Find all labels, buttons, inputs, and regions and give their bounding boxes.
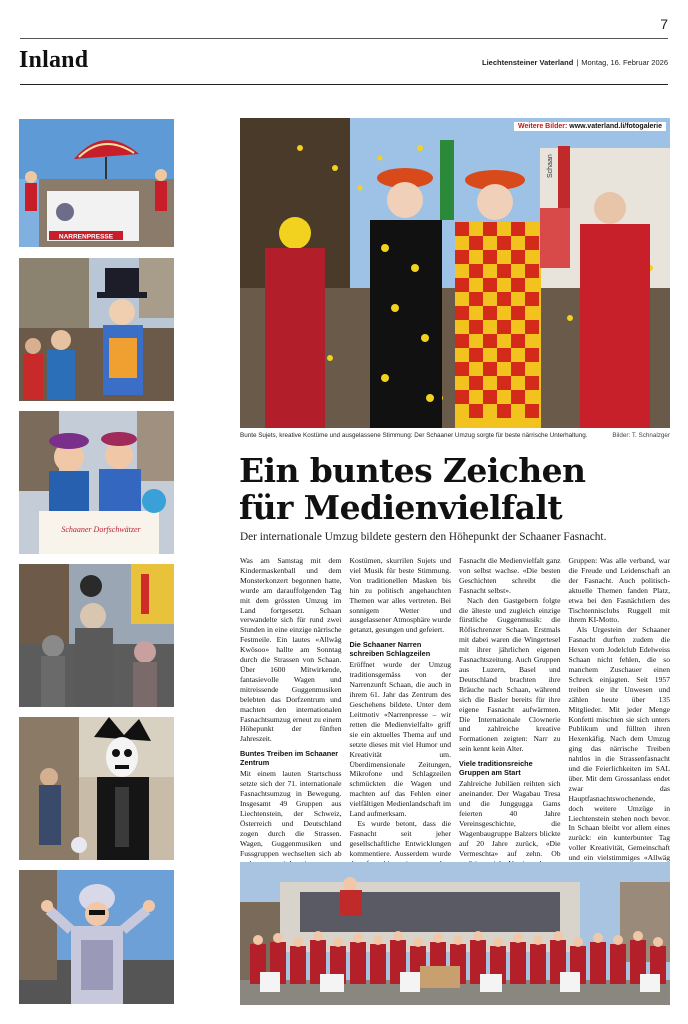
gallery-link-badge[interactable]	[514, 122, 666, 131]
top-rule	[20, 38, 668, 39]
body-column-4	[568, 556, 671, 863]
photo-float-sign-costumes	[19, 411, 174, 554]
float-sign-text: NARRENPRESSE	[58, 233, 114, 241]
photo-top-hat-costume	[19, 258, 174, 401]
paragraph: Mit einem lauten Startschuss setzte sich der 71. internationale Fasnachtsumzug in Bewegung. Insgesamt 49 Gruppen aus Liechtenstein, der Schweiz, Österreich und Deutschland zogen durch die Strassen. Wagen, Guggenmusiken und Fussgruppen wechselten sich ab	[240, 769, 342, 858]
section-title: Inland	[19, 47, 89, 73]
body-column-2	[350, 556, 452, 856]
photo-hooded-costumes	[19, 564, 174, 707]
headline-line-2: für Medienvielfalt	[239, 488, 562, 527]
paragraph: Zahlreiche Jubiläen reihten sich aneinander. Der Wagabau Tresa und die Junggugga Gams feierten 40 Jahre Vereinsgeschichte, die Wagenbaugruppe Balzers blickte auf 20 Jahre zurück, «Die Vermeschta» auf zehn. Ob	[459, 779, 561, 858]
photo-skull-face-costume	[19, 717, 174, 860]
gallery-label: Weitere Bilder:	[518, 123, 568, 130]
publication-name: Liechtensteiner Vaterland	[482, 58, 574, 67]
paragraph: Eröffnet wurde der Umzug traditionsgemäss von der Narrenzunft Schaan, die auch in ihrem 61. Jahr das Zentrum des Geschehens bildete. Unter dem Leitmotiv «Narrenpresse – wir retten die Medienvielfalt» griff sie ein aktuelles Thema auf und setzte dieses mit viel Humor und Kreativität um. Überdimensionale Zeitungen, Mikrofone und Schlagzeilen schmückten die Wagen und machten auf das Fehlen einer vielfältigen Medienlandschaft im Land aufmerksam.	[349, 660, 451, 819]
hero-caption	[240, 432, 670, 439]
header-rule	[20, 84, 668, 85]
float-sign-text: Schaaner Dorfschwätzer	[61, 525, 141, 534]
body-column-3	[459, 556, 561, 856]
group-photo	[240, 862, 670, 1005]
paragraph: Es wurde betont, dass die Fasnacht seit jeher gesellschaftliche Entwicklungen kommentiere. Ausserdem wurde	[349, 818, 451, 858]
issue-date: Montag, 16. Februar 2026	[581, 58, 668, 67]
photo-sequin-costume	[19, 870, 174, 1004]
article-headline	[239, 452, 669, 526]
subheading: Die Schaaner Narren schreiben Schlagzeilen	[349, 640, 431, 659]
paragraph: Fasnacht die Medienvielfalt ganz von selbst wachse. «Die besten Geschichten schreibt die Fasnacht selbst».	[459, 556, 561, 595]
paragraph: Als Urgestein der Schaaner Fasnacht durften zudem die Hexen vom Jodelclub Edelweiss Schaan nicht fehlen, die so manchem Zuschauer einen Schreck einjagten. Seit 1957 treiben sie ihr Unwesen und zählen heute über 135 Mitglieder. Mit jeder Menge Konfetti mischten sie sich unters Publikum und füllten ihren Hexenkäfig. Nach dem Umzug ging das närrische Treiben nahtlos in die Strassenfasnacht und die Feierlichkeiten im SAL über. Mit dem Grossanlass endet zwar das Hauptfasnachtswochenende, doch weitere Umzüge in Liechtenstein stehen noch bevor. In Schaan bleibt vor allem eines zurück: ein kunterbunter Tag voller Kreativität, Gemeinschaft und ein vielstimmiges «Allwäg	[568, 625, 670, 863]
page-number: 7	[660, 16, 668, 32]
paragraph: Nach den Gastgebern folgte die älteste und zugleich einzige fürstliche Guggenmusik: die Röfischrenzer Schaan. Erstmals mit dabei waren die Wingertesel mit ihrer jährlichen eigenen Fasnachtszeitung. Auch Gruppen aus Luzern, Basel und Deutschland brachten ihre Bräuche nach Schaan, während sich die Basler bereits für ihre eigene Fasnacht aufwärmten. Die Internationale Clownerie und zahlreiche kreative Formationen zeigten: Narr zu sein kennt kein Alter.	[459, 595, 561, 754]
photo-narrenpresse-float	[19, 119, 174, 247]
gallery-url[interactable]: www.vaterland.li/fotogalerie	[569, 123, 662, 130]
caption-text: Bunte Sujets, kreative Kostüme und ausgelassene Stimmung: Der Schaaner Umzug sorgte für beste närrische Unterhaltung.	[240, 432, 588, 439]
masthead-separator: |	[576, 58, 579, 67]
body-column-1	[240, 556, 342, 856]
article-subhead: Der internationale Umzug bildete gestern den Höhepunkt der Schaaner Fasnacht.	[240, 531, 607, 543]
article-body	[240, 556, 670, 863]
paragraph: Was am Samstag mit dem Kindermaskenball und dem Monsterkonzert begonnen hatte, wurde am darauffolgenden Tag mit dem grössten Umzug im Land fortgesetzt. Schaan verwandelte sich für rund zwei Stunden in eine einzige närrische Festmeile. Ein lautes «Allwäg Kwösoo» hallte am Sonntag durch die Strassen von Schaan. Über 1600 Mitwirkende, fantasievolle Wagen und mitreissende Guggenmusiken belebten das Dorfzentrum und machten den internationalen Fasnachtsumzug erneut zu einem Höhepunkt der fünften Jahreszeit.	[240, 556, 342, 744]
photo-credit: Bilder: T. Schnalzger	[612, 432, 670, 439]
headline-line-1: Ein buntes Zeichen	[239, 451, 586, 490]
masthead	[482, 58, 668, 67]
hero-banner-text: Schaan	[547, 154, 554, 178]
hero-photo	[240, 118, 670, 428]
subheading: Viele traditionsreiche Gruppen am Start	[459, 759, 533, 778]
subheading: Buntes Treiben im Schaaner Zentrum	[240, 749, 339, 768]
paragraph: Kostümen, skurrilen Sujets und viel Musik für beste Stimmung. Von traditionellen Masken bis hin zu politisch angehauchten Themen war alles vertreten. Bei sonnigem Wetter und ausgelassener Atmosphäre wurde getanzt, gesungen und gefeiert.	[349, 556, 451, 635]
paragraph: Gruppen: Was alle verband, war die Freude und Leidenschaft an der Fasnacht. Auch politisch-aktuelle Themen fanden Platz, etwa bei den Fasnächtlern des Tischtennisclubs Ruggell mit ihrem KI-Motto.	[568, 556, 670, 625]
